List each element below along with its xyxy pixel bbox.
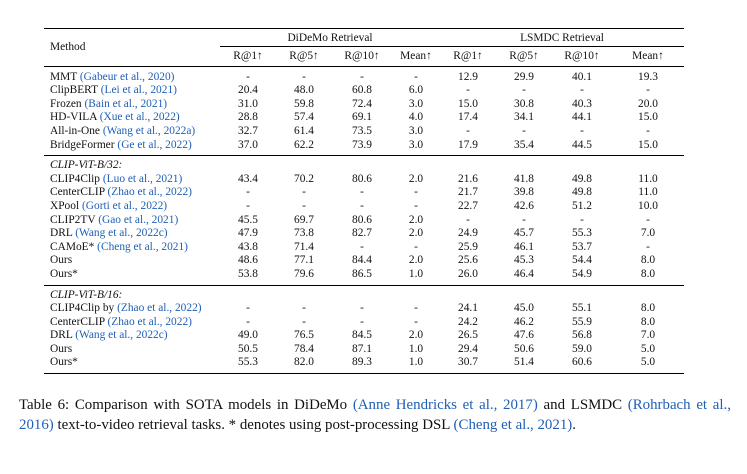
- value-cell: 73.8: [294, 227, 314, 240]
- method-cell: [44, 329, 220, 343]
- value-cell: 46.1: [514, 240, 534, 253]
- method-cell: [44, 186, 220, 200]
- value-cell: 1.0: [392, 268, 440, 285]
- value-cell: 42.6: [514, 199, 534, 212]
- caption-label: Table 6:: [19, 397, 70, 413]
- value-cell: 8.0: [640, 302, 656, 315]
- method-name: DRL: [50, 227, 73, 240]
- method-name: Ours: [50, 254, 73, 267]
- method-cell: [44, 84, 220, 98]
- method-cell: [44, 254, 220, 268]
- caption-citation[interactable]: (Rohrbach et al., 2016): [19, 397, 731, 434]
- value-cell: 17.4: [458, 111, 478, 124]
- col-lsmdc-r5: R@5↑: [496, 47, 552, 67]
- value-cell: 2.0: [408, 254, 424, 267]
- value-cell: 47.6: [514, 329, 534, 342]
- value-cell: 12.9: [458, 70, 478, 83]
- value-cell: 54.9: [552, 268, 612, 285]
- value-cell: 19.3: [638, 70, 658, 83]
- value-cell: -: [522, 213, 526, 226]
- caption-text: and LSMDC: [543, 397, 623, 413]
- value-cell: 45.7: [514, 227, 534, 240]
- method-name: Frozen: [50, 97, 82, 110]
- value-cell: -: [646, 124, 650, 137]
- value-cell: 3.0: [408, 97, 424, 110]
- method-citation[interactable]: (Ge et al., 2022): [117, 138, 192, 151]
- value-cell: 15.0: [612, 139, 684, 156]
- value-cell: -: [360, 70, 364, 83]
- value-cell: -: [414, 315, 418, 328]
- table-row: [44, 268, 684, 285]
- value-cell: 2.0: [408, 172, 424, 185]
- method-name: CLIP2TV: [50, 213, 96, 226]
- value-cell: 72.4: [352, 97, 372, 110]
- method-name: DRL: [50, 329, 73, 342]
- table-row: [44, 227, 684, 241]
- value-cell: -: [522, 84, 526, 97]
- value-cell: 82.0: [276, 356, 332, 373]
- method-cell: [44, 356, 220, 373]
- value-cell: 40.1: [572, 70, 592, 83]
- caption-text: text-to-video retrieval tasks. * denotes using post-processing DSL: [57, 417, 450, 434]
- method-citation[interactable]: (Wang et al., 2022c): [75, 329, 168, 342]
- value-cell: 1.0: [392, 356, 440, 373]
- value-cell: 15.0: [638, 111, 658, 124]
- value-cell: 49.0: [238, 329, 258, 342]
- value-cell: 24.2: [458, 315, 478, 328]
- method-cell: [44, 125, 220, 139]
- col-didemo-r5: R@5↑: [276, 47, 332, 67]
- value-cell: 80.6: [352, 172, 372, 185]
- value-cell: 87.1: [352, 342, 372, 355]
- value-cell: 77.1: [294, 254, 314, 267]
- value-cell: 2.0: [408, 227, 424, 240]
- value-cell: 45.5: [238, 213, 258, 226]
- table-row: [44, 98, 684, 112]
- value-cell: 46.4: [496, 268, 552, 285]
- value-cell: 57.4: [294, 111, 314, 124]
- value-cell: 84.5: [352, 329, 372, 342]
- value-cell: 5.0: [612, 356, 684, 373]
- value-cell: 17.9: [440, 139, 496, 156]
- value-cell: -: [466, 84, 470, 97]
- lsmdc-group-header: [440, 29, 684, 47]
- value-cell: -: [302, 302, 306, 315]
- value-cell: 48.0: [294, 84, 314, 97]
- value-cell: -: [522, 124, 526, 137]
- lsmdc-group-label: LSMDC Retrieval: [520, 32, 604, 45]
- value-cell: 1.0: [408, 342, 424, 355]
- table-row: [44, 186, 684, 200]
- value-cell: 2.0: [408, 329, 424, 342]
- method-name: CLIP4Clip: [50, 172, 101, 185]
- method-name: Ours*: [50, 356, 78, 369]
- method-name: HD-VILA: [50, 111, 97, 124]
- value-cell: 49.8: [572, 186, 592, 199]
- value-cell: -: [302, 199, 306, 212]
- value-cell: -: [580, 213, 584, 226]
- value-cell: -: [580, 124, 584, 137]
- value-cell: 37.0: [220, 139, 276, 156]
- value-cell: 89.3: [332, 356, 392, 373]
- value-cell: 25.9: [458, 240, 478, 253]
- method-cell: [44, 200, 220, 214]
- value-cell: 78.4: [294, 342, 314, 355]
- value-cell: -: [466, 213, 470, 226]
- value-cell: 71.4: [294, 240, 314, 253]
- value-cell: 51.2: [572, 199, 592, 212]
- method-citation[interactable]: (Zhao et al., 2022): [117, 302, 202, 315]
- table-row: [44, 66, 684, 84]
- value-cell: -: [360, 186, 364, 199]
- value-cell: 4.0: [408, 111, 424, 124]
- didemo-group-header: [220, 29, 440, 47]
- value-cell: -: [360, 302, 364, 315]
- value-cell: 40.3: [572, 97, 592, 110]
- value-cell: -: [246, 199, 250, 212]
- value-cell: 8.0: [640, 254, 656, 267]
- value-cell: 60.6: [552, 356, 612, 373]
- value-cell: 45.0: [514, 302, 534, 315]
- value-cell: 76.5: [294, 329, 314, 342]
- value-cell: 8.0: [612, 268, 684, 285]
- value-cell: 21.6: [458, 172, 478, 185]
- col-didemo-mean: Mean↑: [392, 47, 440, 67]
- method-name: ClipBERT: [50, 84, 98, 97]
- method-cell: [44, 343, 220, 357]
- value-cell: 32.7: [238, 124, 258, 137]
- col-didemo-r10: R@10↑: [332, 47, 392, 67]
- table-row: [44, 200, 684, 214]
- value-cell: 73.9: [332, 139, 392, 156]
- value-cell: -: [414, 199, 418, 212]
- value-cell: 48.6: [238, 254, 258, 267]
- value-cell: 26.5: [458, 329, 478, 342]
- section-title: CLIP-ViT-B/16:: [50, 288, 123, 301]
- value-cell: 21.7: [458, 186, 478, 199]
- method-name: All-in-One: [50, 124, 100, 137]
- value-cell: -: [646, 240, 650, 253]
- table-row: [44, 173, 684, 187]
- method-name: CLIP4Clip by: [50, 302, 115, 315]
- value-cell: 3.0: [392, 139, 440, 156]
- method-cell: [44, 214, 220, 228]
- table-row: [44, 139, 684, 156]
- value-cell: 59.8: [294, 97, 314, 110]
- value-cell: 82.7: [352, 227, 372, 240]
- method-cell: [44, 241, 220, 255]
- method-citation[interactable]: (Bain et al., 2021): [84, 97, 168, 110]
- value-cell: 20.4: [238, 84, 258, 97]
- method-name: MMT: [50, 70, 78, 83]
- value-cell: 49.8: [572, 172, 592, 185]
- method-citation[interactable]: (Luo et al., 2021): [102, 172, 183, 185]
- method-citation[interactable]: (Zhao et al., 2022): [107, 315, 192, 328]
- value-cell: 20.0: [638, 97, 658, 110]
- value-cell: 29.4: [458, 342, 478, 355]
- value-cell: -: [360, 199, 364, 212]
- method-citation[interactable]: (Lei et al., 2021): [100, 84, 177, 97]
- value-cell: 28.8: [238, 111, 258, 124]
- method-cell: [44, 66, 220, 84]
- value-cell: 54.4: [572, 254, 592, 267]
- value-cell: 25.6: [458, 254, 478, 267]
- value-cell: 31.0: [238, 97, 258, 110]
- value-cell: 39.8: [514, 186, 534, 199]
- method-cell: [44, 98, 220, 112]
- value-cell: 61.4: [294, 124, 314, 137]
- value-cell: 43.4: [238, 172, 258, 185]
- value-cell: 41.8: [514, 172, 534, 185]
- value-cell: 55.9: [572, 315, 592, 328]
- value-cell: 29.9: [514, 70, 534, 83]
- value-cell: 5.0: [640, 342, 656, 355]
- method-name: CenterCLIP: [50, 186, 105, 199]
- value-cell: -: [414, 302, 418, 315]
- value-cell: 7.0: [640, 329, 656, 342]
- value-cell: 86.5: [332, 268, 392, 285]
- value-cell: 70.2: [294, 172, 314, 185]
- method-header: Method: [44, 29, 220, 67]
- method-citation[interactable]: (Wang et al., 2022c): [75, 227, 168, 240]
- method-cell: [44, 227, 220, 241]
- table-row: [44, 214, 684, 228]
- value-cell: 47.9: [238, 227, 258, 240]
- value-cell: 62.2: [276, 139, 332, 156]
- table-caption: [19, 395, 731, 436]
- table-row: [44, 84, 684, 98]
- value-cell: 3.0: [408, 124, 424, 137]
- col-didemo-r1: R@1↑: [220, 47, 276, 67]
- method-citation[interactable]: (Cheng et al., 2021): [97, 240, 188, 253]
- value-cell: 30.8: [514, 97, 534, 110]
- section-title: CLIP-ViT-B/32:: [50, 159, 123, 172]
- value-cell: -: [246, 315, 250, 328]
- table-row: [44, 254, 684, 268]
- value-cell: 22.7: [458, 199, 478, 212]
- table-row: [44, 356, 684, 373]
- method-citation[interactable]: (Wang et al., 2022a): [102, 124, 196, 137]
- table-body: [44, 66, 684, 373]
- value-cell: -: [246, 70, 250, 83]
- value-cell: -: [302, 70, 306, 83]
- value-cell: 56.8: [572, 329, 592, 342]
- method-name: BridgeFormer: [50, 138, 115, 151]
- method-name: CAMoE*: [50, 240, 95, 253]
- method-name: Ours*: [50, 267, 78, 280]
- value-cell: 69.7: [294, 213, 314, 226]
- method-cell: [44, 111, 220, 125]
- didemo-group-label: DiDeMo Retrieval: [287, 32, 373, 45]
- value-cell: 55.3: [220, 356, 276, 373]
- value-cell: 60.8: [352, 84, 372, 97]
- value-cell: 80.6: [352, 213, 372, 226]
- table-row: [44, 125, 684, 139]
- value-cell: 43.8: [238, 240, 258, 253]
- value-cell: 73.5: [352, 124, 372, 137]
- header-row-groups: [44, 29, 684, 47]
- method-citation[interactable]: (Zhao et al., 2022): [107, 186, 192, 199]
- value-cell: 11.0: [638, 186, 658, 199]
- value-cell: 53.7: [572, 240, 592, 253]
- value-cell: 26.0: [440, 268, 496, 285]
- value-cell: 55.1: [572, 302, 592, 315]
- value-cell: 59.0: [572, 342, 592, 355]
- value-cell: -: [580, 84, 584, 97]
- value-cell: -: [360, 240, 364, 253]
- method-cell: [44, 173, 220, 187]
- caption-text: .: [572, 417, 576, 434]
- value-cell: 50.5: [238, 342, 258, 355]
- value-cell: 8.0: [640, 315, 656, 328]
- value-cell: 53.8: [220, 268, 276, 285]
- method-citation[interactable]: (Gao et al., 2021): [98, 213, 179, 226]
- value-cell: 44.1: [572, 111, 592, 124]
- value-cell: 15.0: [458, 97, 478, 110]
- value-cell: 69.1: [352, 111, 372, 124]
- value-cell: -: [414, 240, 418, 253]
- value-cell: 30.7: [440, 356, 496, 373]
- value-cell: 35.4: [496, 139, 552, 156]
- value-cell: -: [414, 186, 418, 199]
- table-row: [44, 241, 684, 255]
- col-lsmdc-mean: Mean↑: [612, 47, 684, 67]
- value-cell: -: [302, 186, 306, 199]
- value-cell: 55.3: [572, 227, 592, 240]
- table-row: [44, 302, 684, 316]
- value-cell: 6.0: [408, 84, 424, 97]
- method-name: XPool: [50, 199, 80, 212]
- value-cell: 24.1: [458, 302, 478, 315]
- value-cell: -: [466, 124, 470, 137]
- section-title-row: [44, 285, 684, 302]
- value-cell: 34.1: [514, 111, 534, 124]
- value-cell: 44.5: [552, 139, 612, 156]
- method-cell: [44, 268, 220, 285]
- table-row: [44, 111, 684, 125]
- results-table: [44, 28, 684, 374]
- col-lsmdc-r1: R@1↑: [440, 47, 496, 67]
- value-cell: -: [302, 315, 306, 328]
- method-cell: [44, 302, 220, 316]
- method-cell: [44, 316, 220, 330]
- value-cell: 84.4: [352, 254, 372, 267]
- method-name: CenterCLIP: [50, 315, 105, 328]
- value-cell: 45.3: [514, 254, 534, 267]
- table-row: [44, 316, 684, 330]
- col-lsmdc-r10: R@10↑: [552, 47, 612, 67]
- method-cell: [44, 139, 220, 156]
- value-cell: -: [646, 213, 650, 226]
- section-title-row: [44, 156, 684, 173]
- value-cell: -: [646, 84, 650, 97]
- value-cell: -: [246, 302, 250, 315]
- caption-citation[interactable]: (Cheng et al., 2021): [453, 417, 573, 434]
- value-cell: 51.4: [496, 356, 552, 373]
- value-cell: -: [246, 186, 250, 199]
- value-cell: 50.6: [514, 342, 534, 355]
- value-cell: 2.0: [408, 213, 424, 226]
- value-cell: 7.0: [640, 227, 656, 240]
- table-row: [44, 343, 684, 357]
- caption-citation[interactable]: (Anne Hendricks et al., 2017): [352, 397, 538, 413]
- value-cell: 46.2: [514, 315, 534, 328]
- value-cell: 79.6: [276, 268, 332, 285]
- value-cell: -: [360, 315, 364, 328]
- method-citation[interactable]: (Gorti et al., 2022): [81, 199, 168, 212]
- method-citation[interactable]: (Gabeur et al., 2020): [79, 70, 175, 83]
- method-citation[interactable]: (Xue et al., 2022): [99, 111, 180, 124]
- value-cell: 10.0: [638, 199, 658, 212]
- table-row: [44, 329, 684, 343]
- caption-text: Comparison with SOTA models in DiDeMo: [74, 397, 348, 413]
- method-name: Ours: [50, 342, 73, 355]
- value-cell: 11.0: [638, 172, 658, 185]
- value-cell: 24.9: [458, 227, 478, 240]
- value-cell: -: [414, 70, 418, 83]
